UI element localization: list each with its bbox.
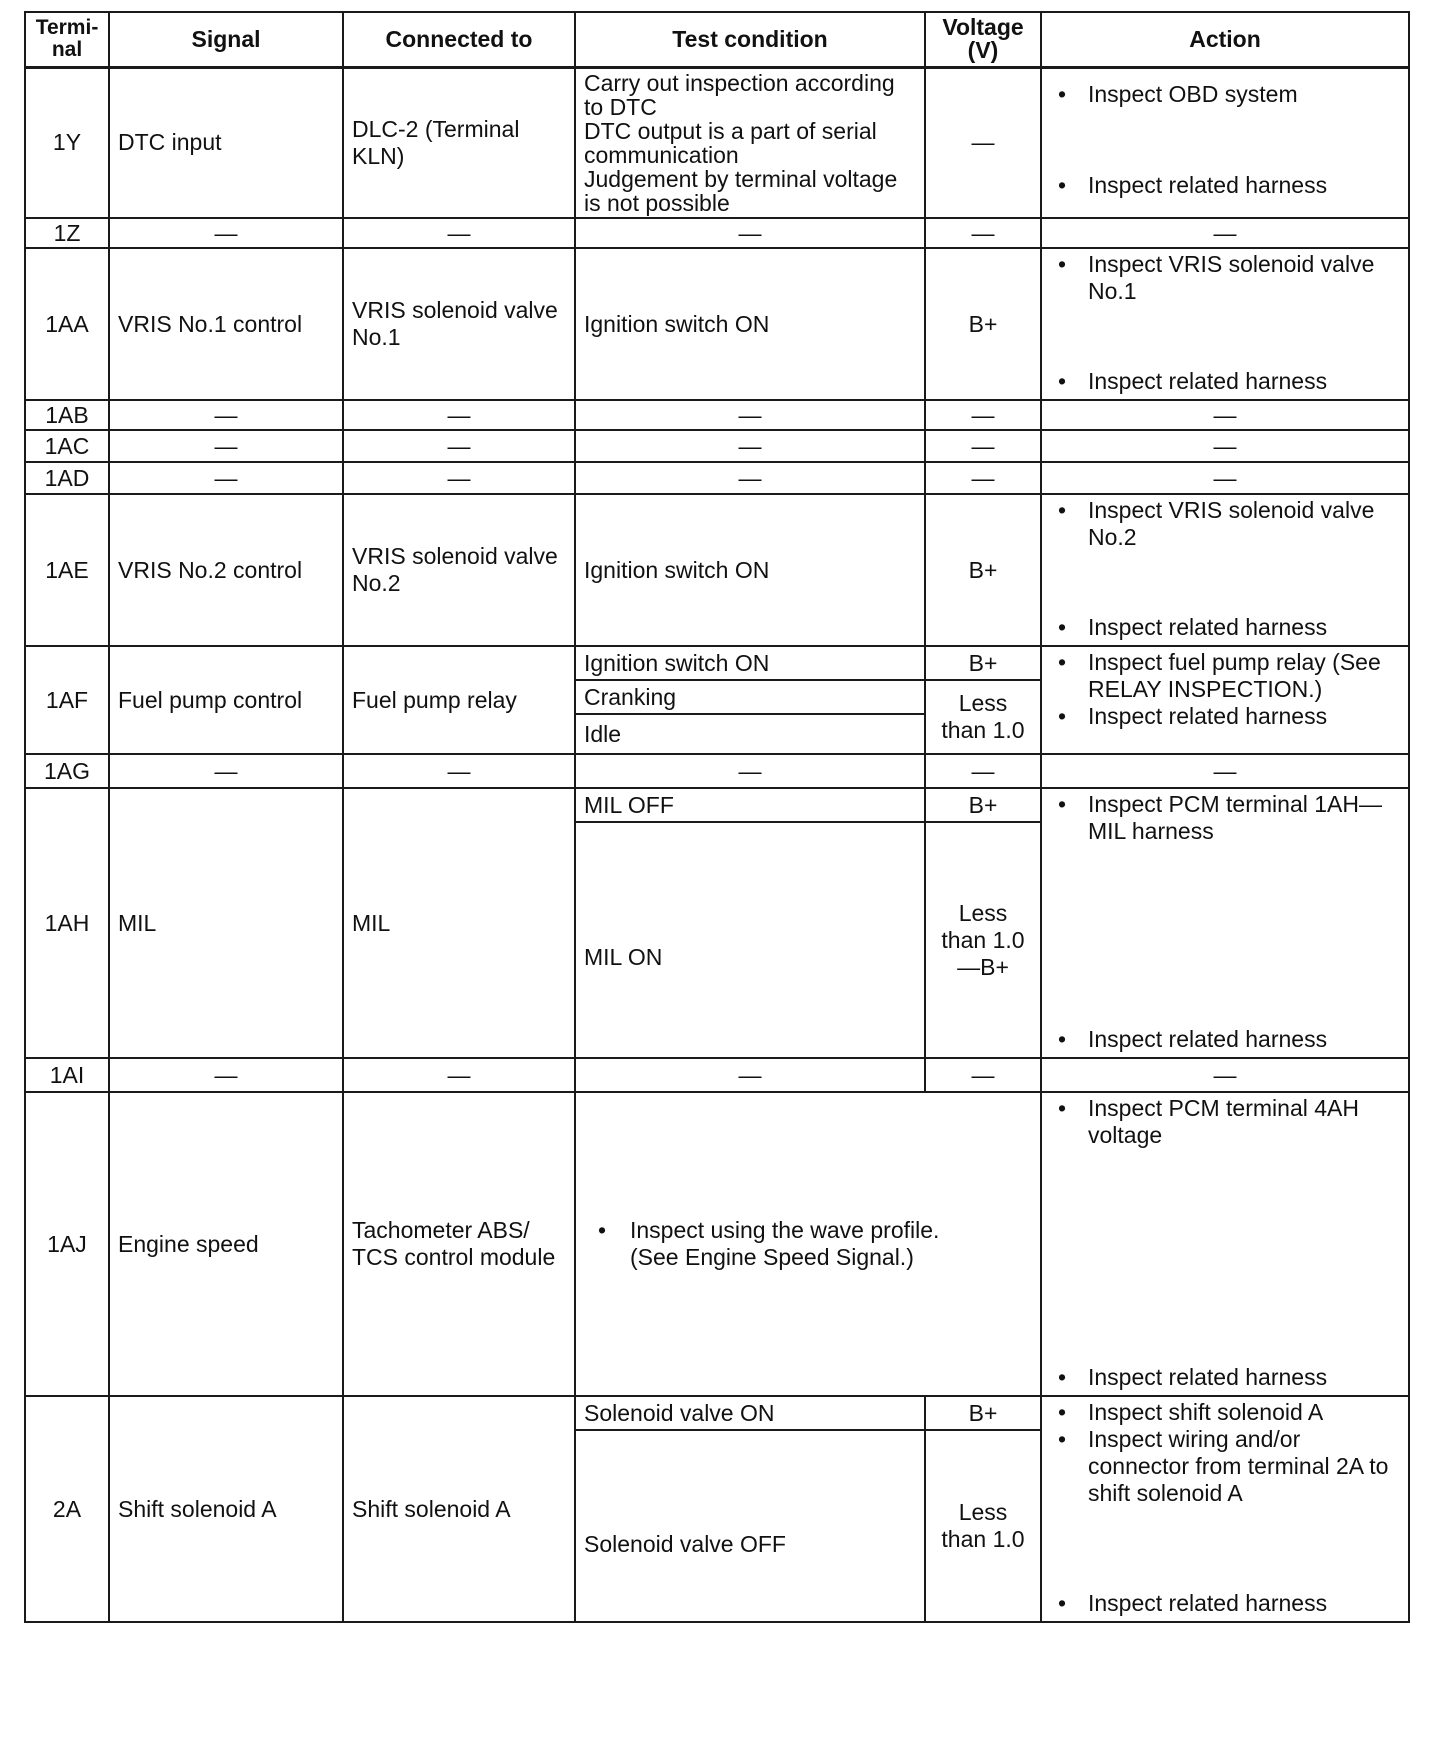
action-item: • Inspect related harness [1050,368,1400,395]
action-item: • Inspect shift solenoid A [1050,1399,1400,1426]
terminal-cell: 1Z [25,218,109,248]
header-test-condition: Test condition [575,12,925,67]
voltage-cell: — [925,67,1041,218]
action-cell [1041,1092,1409,1396]
condition-cell [575,1092,1041,1396]
terminal-cell: 1AA [25,248,109,400]
voltage-cell: B+ [925,788,1041,822]
header-signal: Signal [109,12,343,67]
signal-cell: — [109,462,343,494]
condition-cell: Solenoid valve ON [575,1396,925,1430]
connected-cell: — [343,218,575,248]
connected-cell: VRIS solenoid valve No.2 [343,494,575,646]
connected-cell: — [343,400,575,430]
action-item: • Inspect related harness [1050,1590,1400,1617]
connected-cell: Tachometer ABS/ TCS control module [343,1092,575,1396]
condition-cell: Ignition switch ON [575,248,925,400]
table-row [25,754,1409,788]
action-cell: — [1041,430,1409,462]
condition-cell: Carry out inspection according to DTC DTC output is a part of serial communication Judgement by terminal voltage is not possible [575,67,925,218]
action-cell [1041,248,1409,400]
header-row [25,12,1409,67]
header-terminal: Termi- nal [25,12,109,67]
action-cell [1041,788,1409,1058]
table-row [25,400,1409,430]
condition-cell: — [575,462,925,494]
voltage-cell: B+ [925,646,1041,680]
terminal-cell: 1AJ [25,1092,109,1396]
table-row [25,1092,1409,1396]
terminal-cell: 1AG [25,754,109,788]
voltage-cell: Less than 1.0 [925,1430,1041,1622]
connected-cell: Shift solenoid A [343,1396,575,1622]
connected-cell: — [343,462,575,494]
voltage-cell: — [925,1058,1041,1092]
signal-cell: — [109,400,343,430]
table-row [25,646,1409,680]
condition-cell: MIL OFF [575,788,925,822]
condition-cell: — [575,218,925,248]
action-item: • Inspect related harness [1050,172,1400,199]
terminal-cell: 2A [25,1396,109,1622]
terminal-cell: 1AF [25,646,109,754]
action-item: • Inspect wiring and/or connector from terminal 2A to shift solenoid A [1050,1426,1400,1507]
action-item: • Inspect VRIS solenoid valve No.2 [1050,497,1400,551]
condition-cell: — [575,400,925,430]
terminal-cell: 1AI [25,1058,109,1092]
action-item: • Inspect PCM terminal 4AH voltage [1050,1095,1400,1149]
signal-cell: MIL [109,788,343,1058]
condition-bullet: • Inspect using the wave profile. (See Engine Speed Signal.) [584,1217,990,1271]
condition-cell: Idle [575,714,925,754]
action-item: • Inspect related harness [1050,1364,1400,1391]
condition-cell: — [575,430,925,462]
voltage-cell: — [925,462,1041,494]
table-row [25,248,1409,400]
connected-cell: Fuel pump relay [343,646,575,754]
table-row [25,1396,1409,1430]
table-row [25,67,1409,218]
action-cell: — [1041,1058,1409,1092]
signal-cell: — [109,754,343,788]
signal-cell: — [109,430,343,462]
voltage-cell: B+ [925,248,1041,400]
action-cell: — [1041,462,1409,494]
signal-cell: DTC input [109,67,343,218]
condition-cell: Solenoid valve OFF [575,1430,925,1622]
action-item: • Inspect related harness [1050,703,1400,730]
action-cell: — [1041,218,1409,248]
terminal-cell: 1AD [25,462,109,494]
voltage-cell: B+ [925,494,1041,646]
voltage-cell: — [925,754,1041,788]
header-action: Action [1041,12,1409,67]
condition-cell: — [575,1058,925,1092]
signal-cell: — [109,218,343,248]
condition-cell: — [575,754,925,788]
table-row [25,430,1409,462]
terminal-cell: 1AE [25,494,109,646]
action-item: • Inspect fuel pump relay (See RELAY INSPECTION.) [1050,649,1400,703]
header-voltage: Voltage (V) [925,12,1041,67]
action-item: • Inspect PCM terminal 1AH— MIL harness [1050,791,1400,845]
table-row [25,218,1409,248]
connected-cell: MIL [343,788,575,1058]
action-cell: — [1041,400,1409,430]
action-cell: — [1041,754,1409,788]
condition-cell: Cranking [575,680,925,714]
signal-cell: VRIS No.2 control [109,494,343,646]
voltage-cell: — [925,400,1041,430]
action-cell [1041,1396,1409,1622]
voltage-cell: Less than 1.0—B+ [925,822,1041,1058]
voltage-cell: Less than 1.0 [925,680,1041,754]
signal-cell: Shift solenoid A [109,1396,343,1622]
voltage-cell: — [925,430,1041,462]
header-connected-to: Connected to [343,12,575,67]
signal-cell: VRIS No.1 control [109,248,343,400]
condition-cell: MIL ON [575,822,925,1058]
signal-cell: Fuel pump control [109,646,343,754]
table-row [25,462,1409,494]
action-cell [1041,646,1409,754]
action-item: • Inspect related harness [1050,1026,1400,1053]
action-cell [1041,67,1409,218]
condition-cell: Ignition switch ON [575,494,925,646]
action-item: • Inspect VRIS solenoid valve No.1 [1050,251,1400,305]
table-row [25,494,1409,646]
terminal-inspection-table [24,11,1410,1623]
table-row [25,788,1409,822]
voltage-cell: B+ [925,1396,1041,1430]
connected-cell: — [343,1058,575,1092]
signal-cell: Engine speed [109,1092,343,1396]
voltage-cell: — [925,218,1041,248]
action-item: • Inspect related harness [1050,614,1400,641]
connected-cell: — [343,754,575,788]
connected-cell: DLC-2 (Terminal KLN) [343,67,575,218]
terminal-cell: 1AB [25,400,109,430]
connected-cell: — [343,430,575,462]
terminal-cell: 1Y [25,67,109,218]
connected-cell: VRIS solenoid valve No.1 [343,248,575,400]
signal-cell: — [109,1058,343,1092]
action-item: • Inspect OBD system [1050,81,1400,108]
condition-cell: Ignition switch ON [575,646,925,680]
action-cell [1041,494,1409,646]
table-row [25,1058,1409,1092]
terminal-cell: 1AC [25,430,109,462]
terminal-cell: 1AH [25,788,109,1058]
